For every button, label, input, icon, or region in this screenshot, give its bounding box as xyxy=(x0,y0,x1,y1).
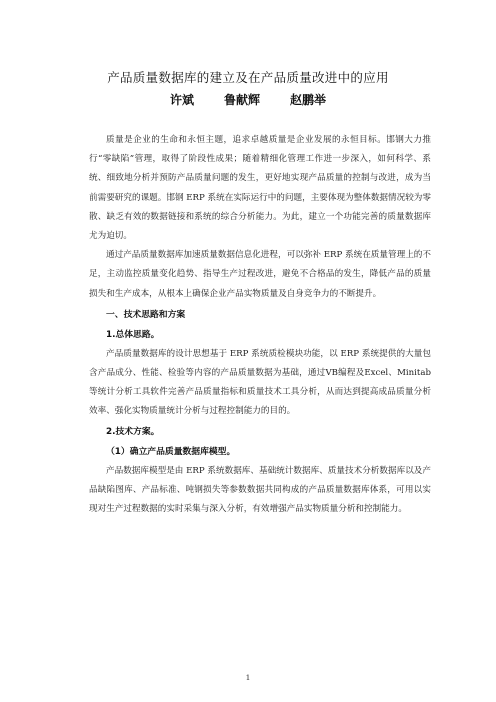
author-3: 赵鹏举 xyxy=(290,93,327,107)
document-title: 产品质量数据库的建立及在产品质量改进中的应用 xyxy=(107,70,389,85)
paragraph-purpose: 通过产品质量数据库加速质量数据信息化进程，可以弥补 ERP 系统在质量管理上的不足，主动监控质量变化趋势、指导生产过程改进，避免不合格品的发生，降低产品的质量损失和生产成本，从根本上确保企业产品实物质量及自身竞争力的不断提升。 xyxy=(89,250,431,299)
page-number: 1 xyxy=(245,673,251,682)
document-body xyxy=(89,131,431,519)
section-heading: 一、技术思路和方案 xyxy=(106,309,186,320)
author-1: 许斌 xyxy=(169,93,194,107)
subsection-heading-overview: 1.总体思路。 xyxy=(106,329,160,340)
subsubsection-heading-model: （1）确立产品质量数据库模型。 xyxy=(106,446,236,457)
subsection-heading-scheme: 2.技术方案。 xyxy=(106,426,160,437)
paragraph-model: 产品数据库模型是由 ERP 系统数据库、基础统计数据库、质量技术分析数据库以及产品缺陷图库、产品标准、吨钢损失等参数数据共同构成的产品质量数据库体系，可用以实现对生产过程数据的实时采集与深入分析，有效增强产品实物质量分析和控制能力。 xyxy=(89,465,431,515)
paragraph-overview: 产品质量数据库的设计思想基于 ERP 系统质检模块功能，以 ERP 系统提供的大量包含产品成分、性能、检验等内容的产品质量数据为基础，通过VB编程及Excel、Minitab等统计分析工具软件完善产品质量指标和质量技术工具分析，从而达到提高成品质量分析效率、强化实物质量统计分析与过程控制能力的目的。 xyxy=(89,348,431,417)
paragraph-intro: 质量是企业的生命和永恒主题，追求卓越质量是企业发展的永恒目标。邯钢大力推行“零缺陷”管理，取得了阶段性成果；随着精细化管理工作进一步深入，如何科学、系统、细致地分析并预防产品质量问题的发生，更好地实现产品质量的控制与改进，成为当前需要研究的课题。邯钢 ERP 系统在实际运行中的问题，主要体现为整体数据情况较为零散、缺乏有效的数据链接和系统的综合分析能力。为此，建立一个功能完善的质量数据库尤为迫切。 xyxy=(89,135,431,242)
author-2: 鲁献辉 xyxy=(223,93,260,107)
author-line xyxy=(0,91,496,108)
